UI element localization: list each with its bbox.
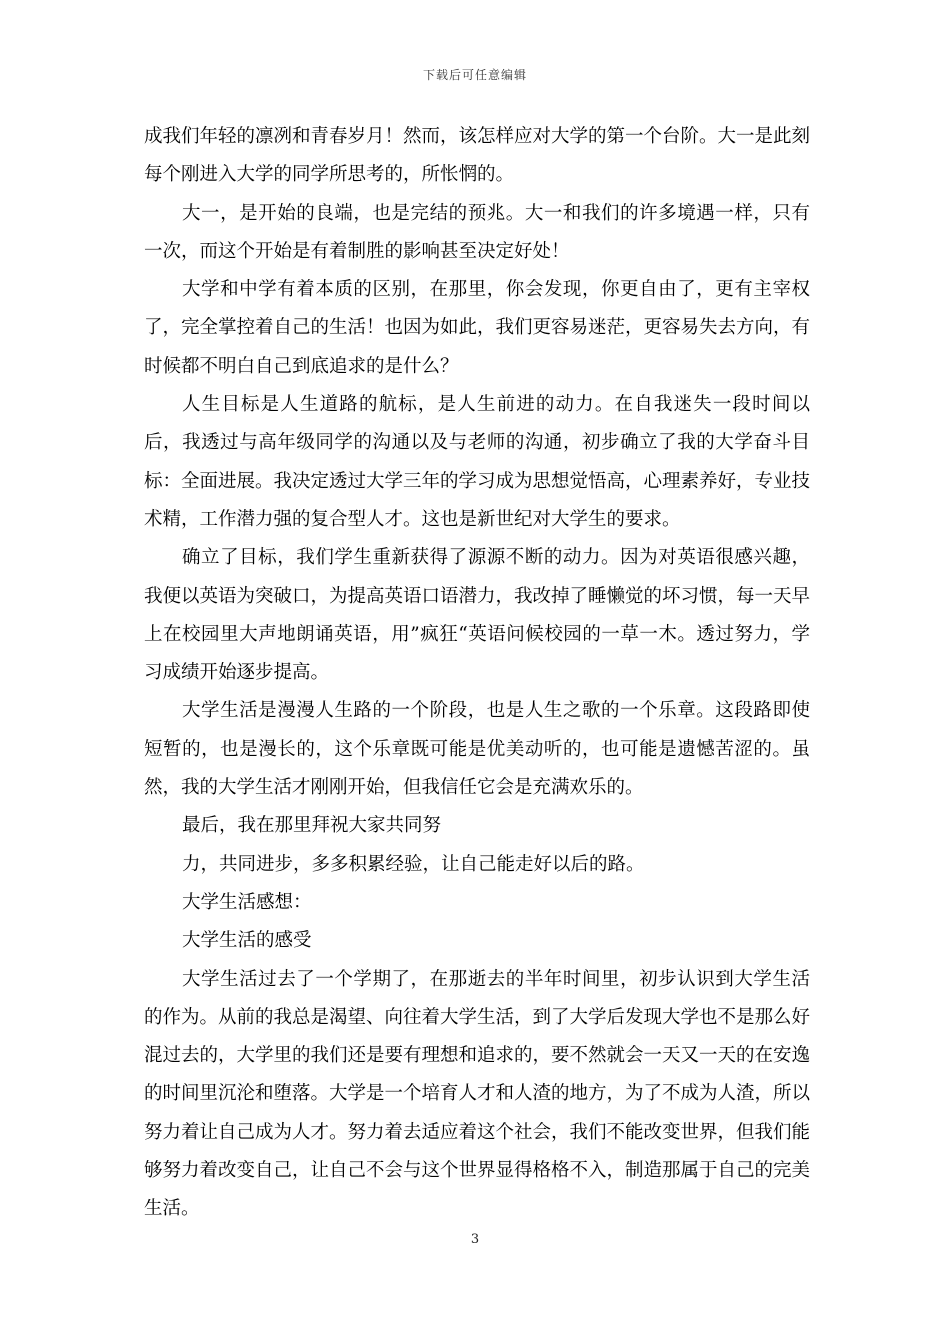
section-heading: 大学生活感想： (182, 891, 312, 913)
page-number: 3 (470, 1232, 480, 1247)
section-subheading: 大学生活的感受 (182, 930, 312, 952)
paragraph: 人生目标是人生道路的航标，是人生前进的动力。在自我迷失一段时间以后，我透过与高年级同学的沟通以及与老师的沟通，初步确立了我的大学奋斗目标：全面进展。我决定透过大学三年的学习成为思想觉悟高，心理素养好，专业技术精，工作潜力强的复合型人才。这也是新世纪对大学生的要求。 (144, 394, 811, 530)
page-header: 下载后可任意编辑 (422, 68, 527, 82)
paragraph-continued: 成我们年轻的凛冽和青春岁月！然而，该怎样应对大学的第一个台阶。大一是此刻每个刚进入大学的同学所思考的，所怅惘的。 (144, 126, 811, 186)
paragraph: 力，共同进步，多多积累经验，让自己能走好以后的路。 (182, 853, 645, 875)
paragraph: 大学生活过去了一个学期了，在那逝去的半年时间里，初步认识到大学生活的作为。从前的我总是渴望、向往着大学生活，到了大学后发现大学也不是那么好混过去的，大学里的我们还是要有理想和追求的，要不然就会一天又一天的在安逸的时间里沉沦和堕落。大学是一个培育人才和人渣的地方，为了不成为人渣，所以努力着让自己成为人才。努力着去适应着这个社会，我们不能改变世界，但我们能够努力着改变自己，让自己不会与这个世界显得格格不入，制造那属于自己的完美生活。 (144, 968, 811, 1220)
paragraph: 大学和中学有着本质的区别，在那里，你会发现，你更自由了，更有主宰权了，完全掌控着自己的生活！也因为如此，我们更容易迷茫，更容易失去方向，有时候都不明白自己到底追求的是什么？ (144, 279, 811, 377)
paragraph: 大学生活是漫漫人生路的一个阶段，也是人生之歌的一个乐章。这段路即使短暂的，也是漫长的，这个乐章既可能是优美动听的，也可能是遗憾苦涩的。虽然，我的大学生活才刚刚开始，但我信任它会是充满欢乐的。 (144, 700, 810, 799)
document-body (144, 118, 810, 1229)
paragraph: 大一，是开始的良端，也是完结的预兆。大一和我们的许多境遇一样，只有一次，而这个开始是有着制胜的影响甚至决定好处！ (144, 202, 810, 262)
paragraph: 确立了目标，我们学生重新获得了源源不断的动力。因为对英语很感兴趣，我便以英语为突破口，为提高英语口语潜力，我改掉了睡懒觉的坏习惯，每一天早上在校园里大声地朗诵英语，用”疯狂“英语问候校园的一草一木。透过努力，学习成绩开始逐步提高。 (144, 547, 811, 684)
paragraph: 最后，我在那里拜祝大家共同努 (182, 815, 442, 837)
